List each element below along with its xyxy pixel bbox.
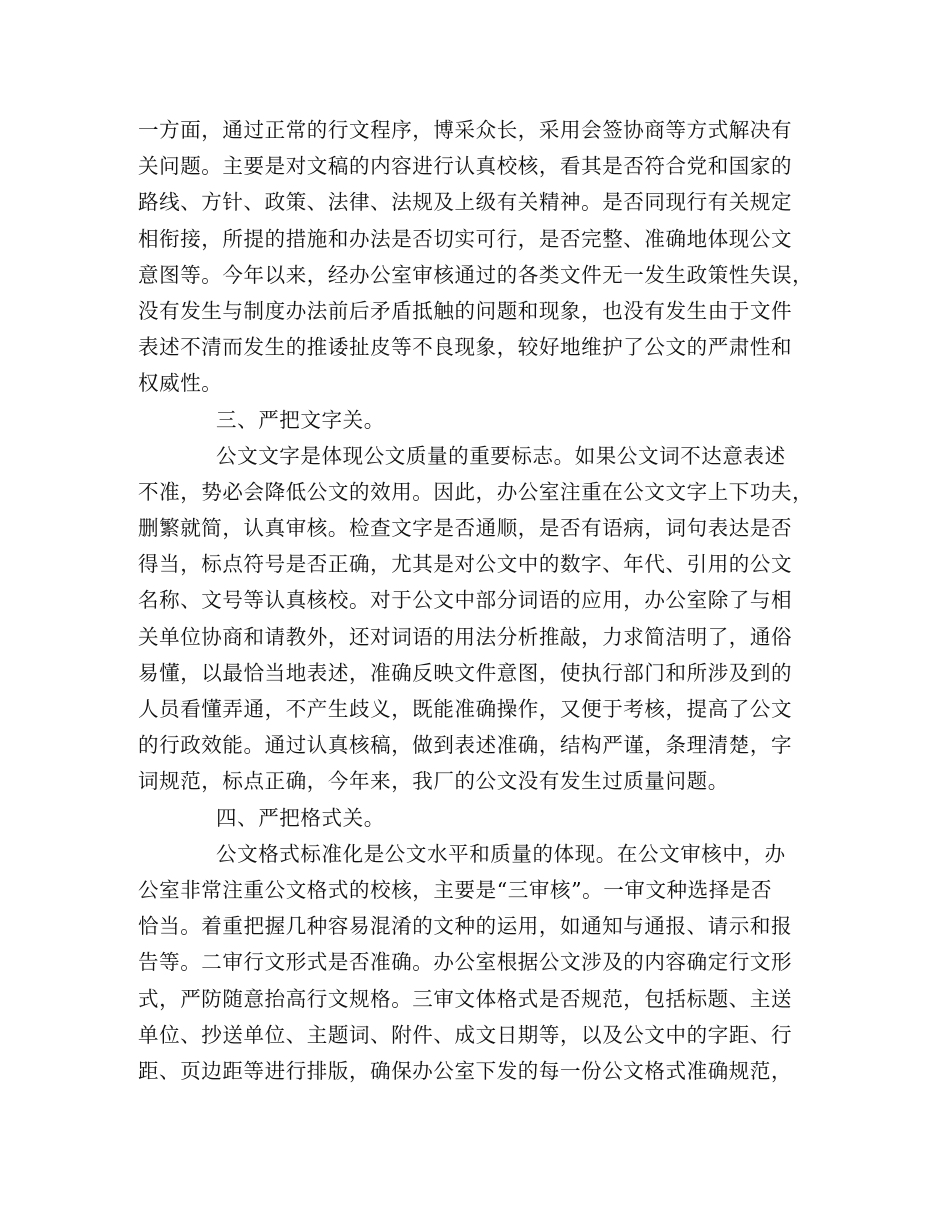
paragraph-line: 路线、方针、政策、法律、法规及上级有关精神。是否同现行有关规定 xyxy=(138,190,793,215)
paragraph-line: 距、页边距等进行排版，确保办公室下发的每一份公文格式准确规范， xyxy=(138,1058,793,1083)
paragraph-line: 单位、抄送单位、主题词、附件、成文日期等，以及公文中的字距、行 xyxy=(138,1022,793,1047)
paragraph-line: 的行政效能。通过认真核稿，做到表述准确，结构严谨，条理清楚，字 xyxy=(138,733,793,758)
paragraph-line: 相衔接，所提的措施和办法是否切实可行，是否完整、准确地体现公文 xyxy=(138,226,793,251)
paragraph-line: 不准，势必会降低公文的效用。因此，办公室注重在公文文字上下功夫， xyxy=(138,479,814,504)
paragraph-line: 式，严防随意抬高行文规格。三审文体格式是否规范，包括标题、主送 xyxy=(138,986,793,1011)
paragraph-line: 表述不清而发生的推诿扯皮等不良现象，较好地维护了公文的严肃性和 xyxy=(138,335,793,360)
paragraph-line: 易懂，以最恰当地表述，准确反映文件意图，使执行部门和所涉及到的 xyxy=(138,660,793,685)
paragraph-line: 一方面，通过正常的行文程序，博采众长，采用会签协商等方式解决有 xyxy=(138,118,793,142)
paragraph-line: 公室非常注重公文格式的校核，主要是“三审核”。一审文种选择是否 xyxy=(138,877,773,902)
paragraph-line: 词规范，标点正确，今年来，我厂的公文没有发生过质量问题。 xyxy=(138,769,729,794)
paragraph-line: 人员看懂弄通，不产生歧义，既能准确操作，又便于考核，提高了公文 xyxy=(138,697,793,721)
paragraph-line: 得当，标点符号是否正确，尤其是对公文中的数字、年代、引用的公文 xyxy=(138,552,793,577)
paragraph-line: 关问题。主要是对文稿的内容进行认真校核，看其是否符合党和国家的 xyxy=(138,154,793,179)
document-body xyxy=(138,112,818,1089)
paragraph-line-indented: 公文格式标准化是公文水平和质量的体现。在公文审核中，办 xyxy=(216,841,786,866)
paragraph-line: 名称、文号等认真核校。对于公文中部分词语的应用，办公室除了与相 xyxy=(138,588,793,613)
paragraph-line: 没有发生与制度办法前后矛盾抵触的问题和现象，也没有发生由于文件 xyxy=(138,298,793,323)
paragraph-line: 权威性。 xyxy=(138,371,223,396)
paragraph-line-indented: 四、严把格式关。 xyxy=(216,805,385,830)
paragraph-line: 关单位协商和请教外，还对词语的用法分析推敲，力求简洁明了，通俗 xyxy=(138,624,793,649)
paragraph-line: 恰当。着重把握几种容易混淆的文种的运用，如通知与通报、请示和报 xyxy=(138,914,793,939)
paragraph-line-indented: 三、严把文字关。 xyxy=(216,407,385,432)
paragraph-line: 告等。二审行文形式是否准确。办公室根据公文涉及的内容确定行文形 xyxy=(138,950,793,975)
paragraph-line: 意图等。今年以来，经办公室审核通过的各类文件无一发生政策性失误， xyxy=(138,262,814,287)
paragraph-line: 删繁就简，认真审核。检查文字是否通顺，是否有语病，词句表达是否 xyxy=(138,516,793,541)
paragraph-line-indented: 公文文字是体现公文质量的重要标志。如果公文词不达意表述 xyxy=(216,443,786,468)
